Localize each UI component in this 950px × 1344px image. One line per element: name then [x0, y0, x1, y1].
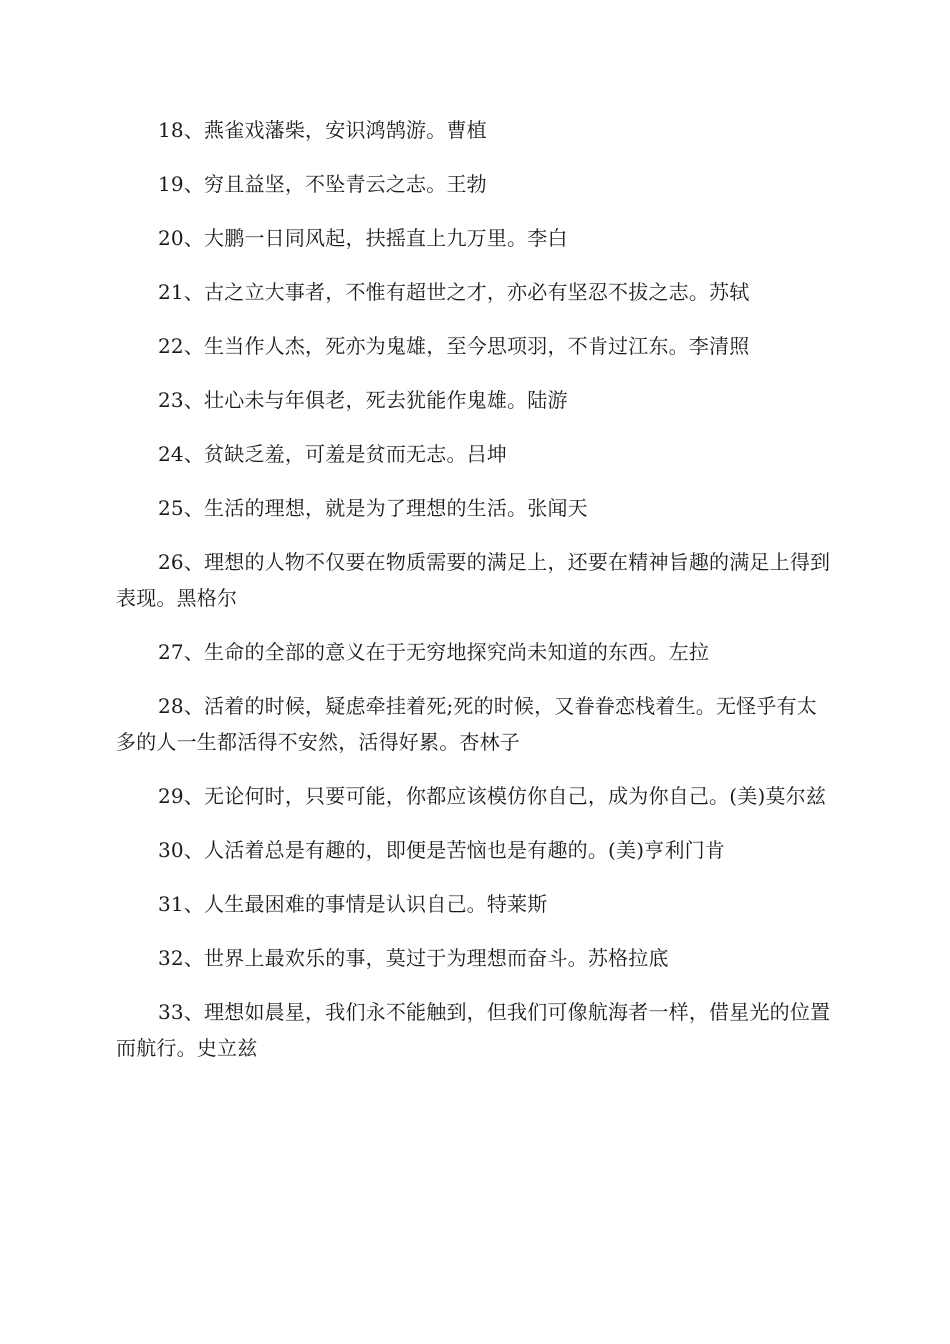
quote-30: 30、人活着总是有趣的，即便是苦恼也是有趣的。(美)亨利门肯: [158, 838, 726, 862]
quote-31: 31、人生最困难的事情是认识自己。特莱斯: [158, 892, 548, 916]
quote-20: 20、大鹏一日同风起，扶摇直上九万里。李白: [158, 226, 568, 250]
quote-22: 22、生当作人杰，死亦为鬼雄，至今思项羽，不肯过江东。李清照: [158, 334, 750, 358]
quote-25: 25、生活的理想，就是为了理想的生活。张闻天: [158, 496, 588, 520]
quote-19: 19、穷且益坚，不坠青云之志。王勃: [158, 172, 487, 196]
quote-18: 18、燕雀戏藩柴，安识鸿鹄游。曹植: [158, 118, 487, 142]
quote-21: 21、古之立大事者，不惟有超世之才，亦必有坚忍不拔之志。苏轼: [158, 280, 750, 304]
quote-28: 28、活着的时候，疑虑牵挂着死;死的时候，又眷眷恋栈着生。无怪乎有太多的人一生都活得不安然，活得好累。杏林子: [116, 694, 817, 754]
quote-26: 26、理想的人物不仅要在物质需要的满足上，还要在精神旨趣的满足上得到表现。黑格尔: [116, 550, 831, 610]
quote-list: [116, 112, 834, 1084]
quote-24: 24、贫缺乏羞，可羞是贫而无志。吕坤: [158, 442, 508, 466]
quote-27: 27、生命的全部的意义在于无穷地探究尚未知道的东西。左拉: [158, 640, 710, 664]
quote-23: 23、壮心未与年俱老，死去犹能作鬼雄。陆游: [158, 388, 568, 412]
quote-32: 32、世界上最欢乐的事，莫过于为理想而奋斗。苏格拉底: [158, 946, 669, 970]
quote-33: 33、理想如晨星，我们永不能触到，但我们可像航海者一样，借星光的位置而航行。史立兹: [116, 1000, 831, 1060]
quote-29: 29、无论何时，只要可能，你都应该模仿你自己，成为你自己。(美)莫尔兹: [158, 784, 827, 808]
